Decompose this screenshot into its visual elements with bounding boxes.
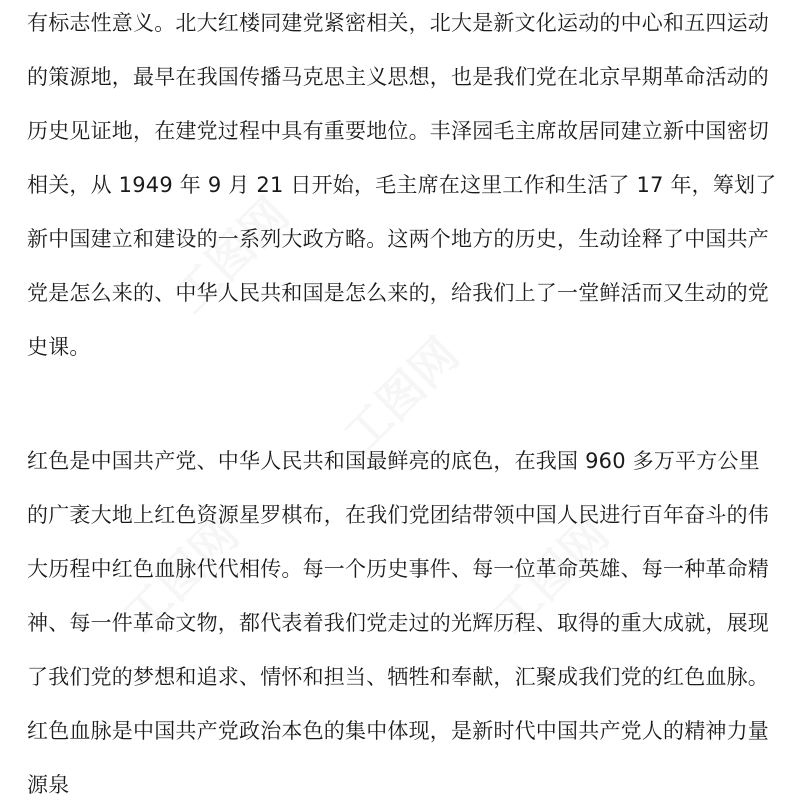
text-line: 有标志性意义。北大红楼同建党紧密相关，北大是新文化运动的中心和五四运动: [27, 11, 769, 35]
text-line: 历史见证地，在建党过程中具有重要地位。丰泽园毛主席故居同建立新中国密切: [27, 119, 769, 143]
text-line: 大历程中红色血脉代代相传。每一个历史事件、每一位革命英雄、每一种革命精: [27, 557, 769, 581]
text-line: 红色血脉是中国共产党政治本色的集中体现，是新时代中国共产党人的精神力量: [27, 719, 769, 743]
text-line: 了我们党的梦想和追求、情怀和担当、牺牲和奉献，汇聚成我们党的红色血脉。: [27, 665, 769, 689]
text-line: 红色是中国共产党、中华人民共和国最鲜亮的底色，在我国 960 多万平方公里: [27, 449, 760, 473]
paragraph: [27, 0, 787, 374]
text-line: 新中国建立和建设的一系列大政方略。这两个地方的历史，生动诠释了中国共产: [27, 227, 769, 251]
text-line: 党是怎么来的、中华人民共和国是怎么来的，给我们上了一堂鲜活而又生动的党: [27, 281, 769, 305]
text-line: 的策源地，最早在我国传播马克思主义思想，也是我们党在北京早期革命活动的: [27, 65, 769, 89]
text-line: 的广袤大地上红色资源星罗棋布，在我们党团结带领中国人民进行百年奋斗的伟: [27, 503, 769, 527]
paragraph: [27, 434, 787, 800]
text-line: 相关，从 1949 年 9 月 21 日开始，毛主席在这里工作和生活了 17 年，筹划了: [27, 173, 777, 197]
text-line: 神、每一件革命文物，都代表着我们党走过的光辉历程、取得的重大成就，展现: [27, 611, 769, 635]
text-line: 源泉: [27, 773, 70, 797]
text-line: 史课。: [27, 335, 91, 359]
